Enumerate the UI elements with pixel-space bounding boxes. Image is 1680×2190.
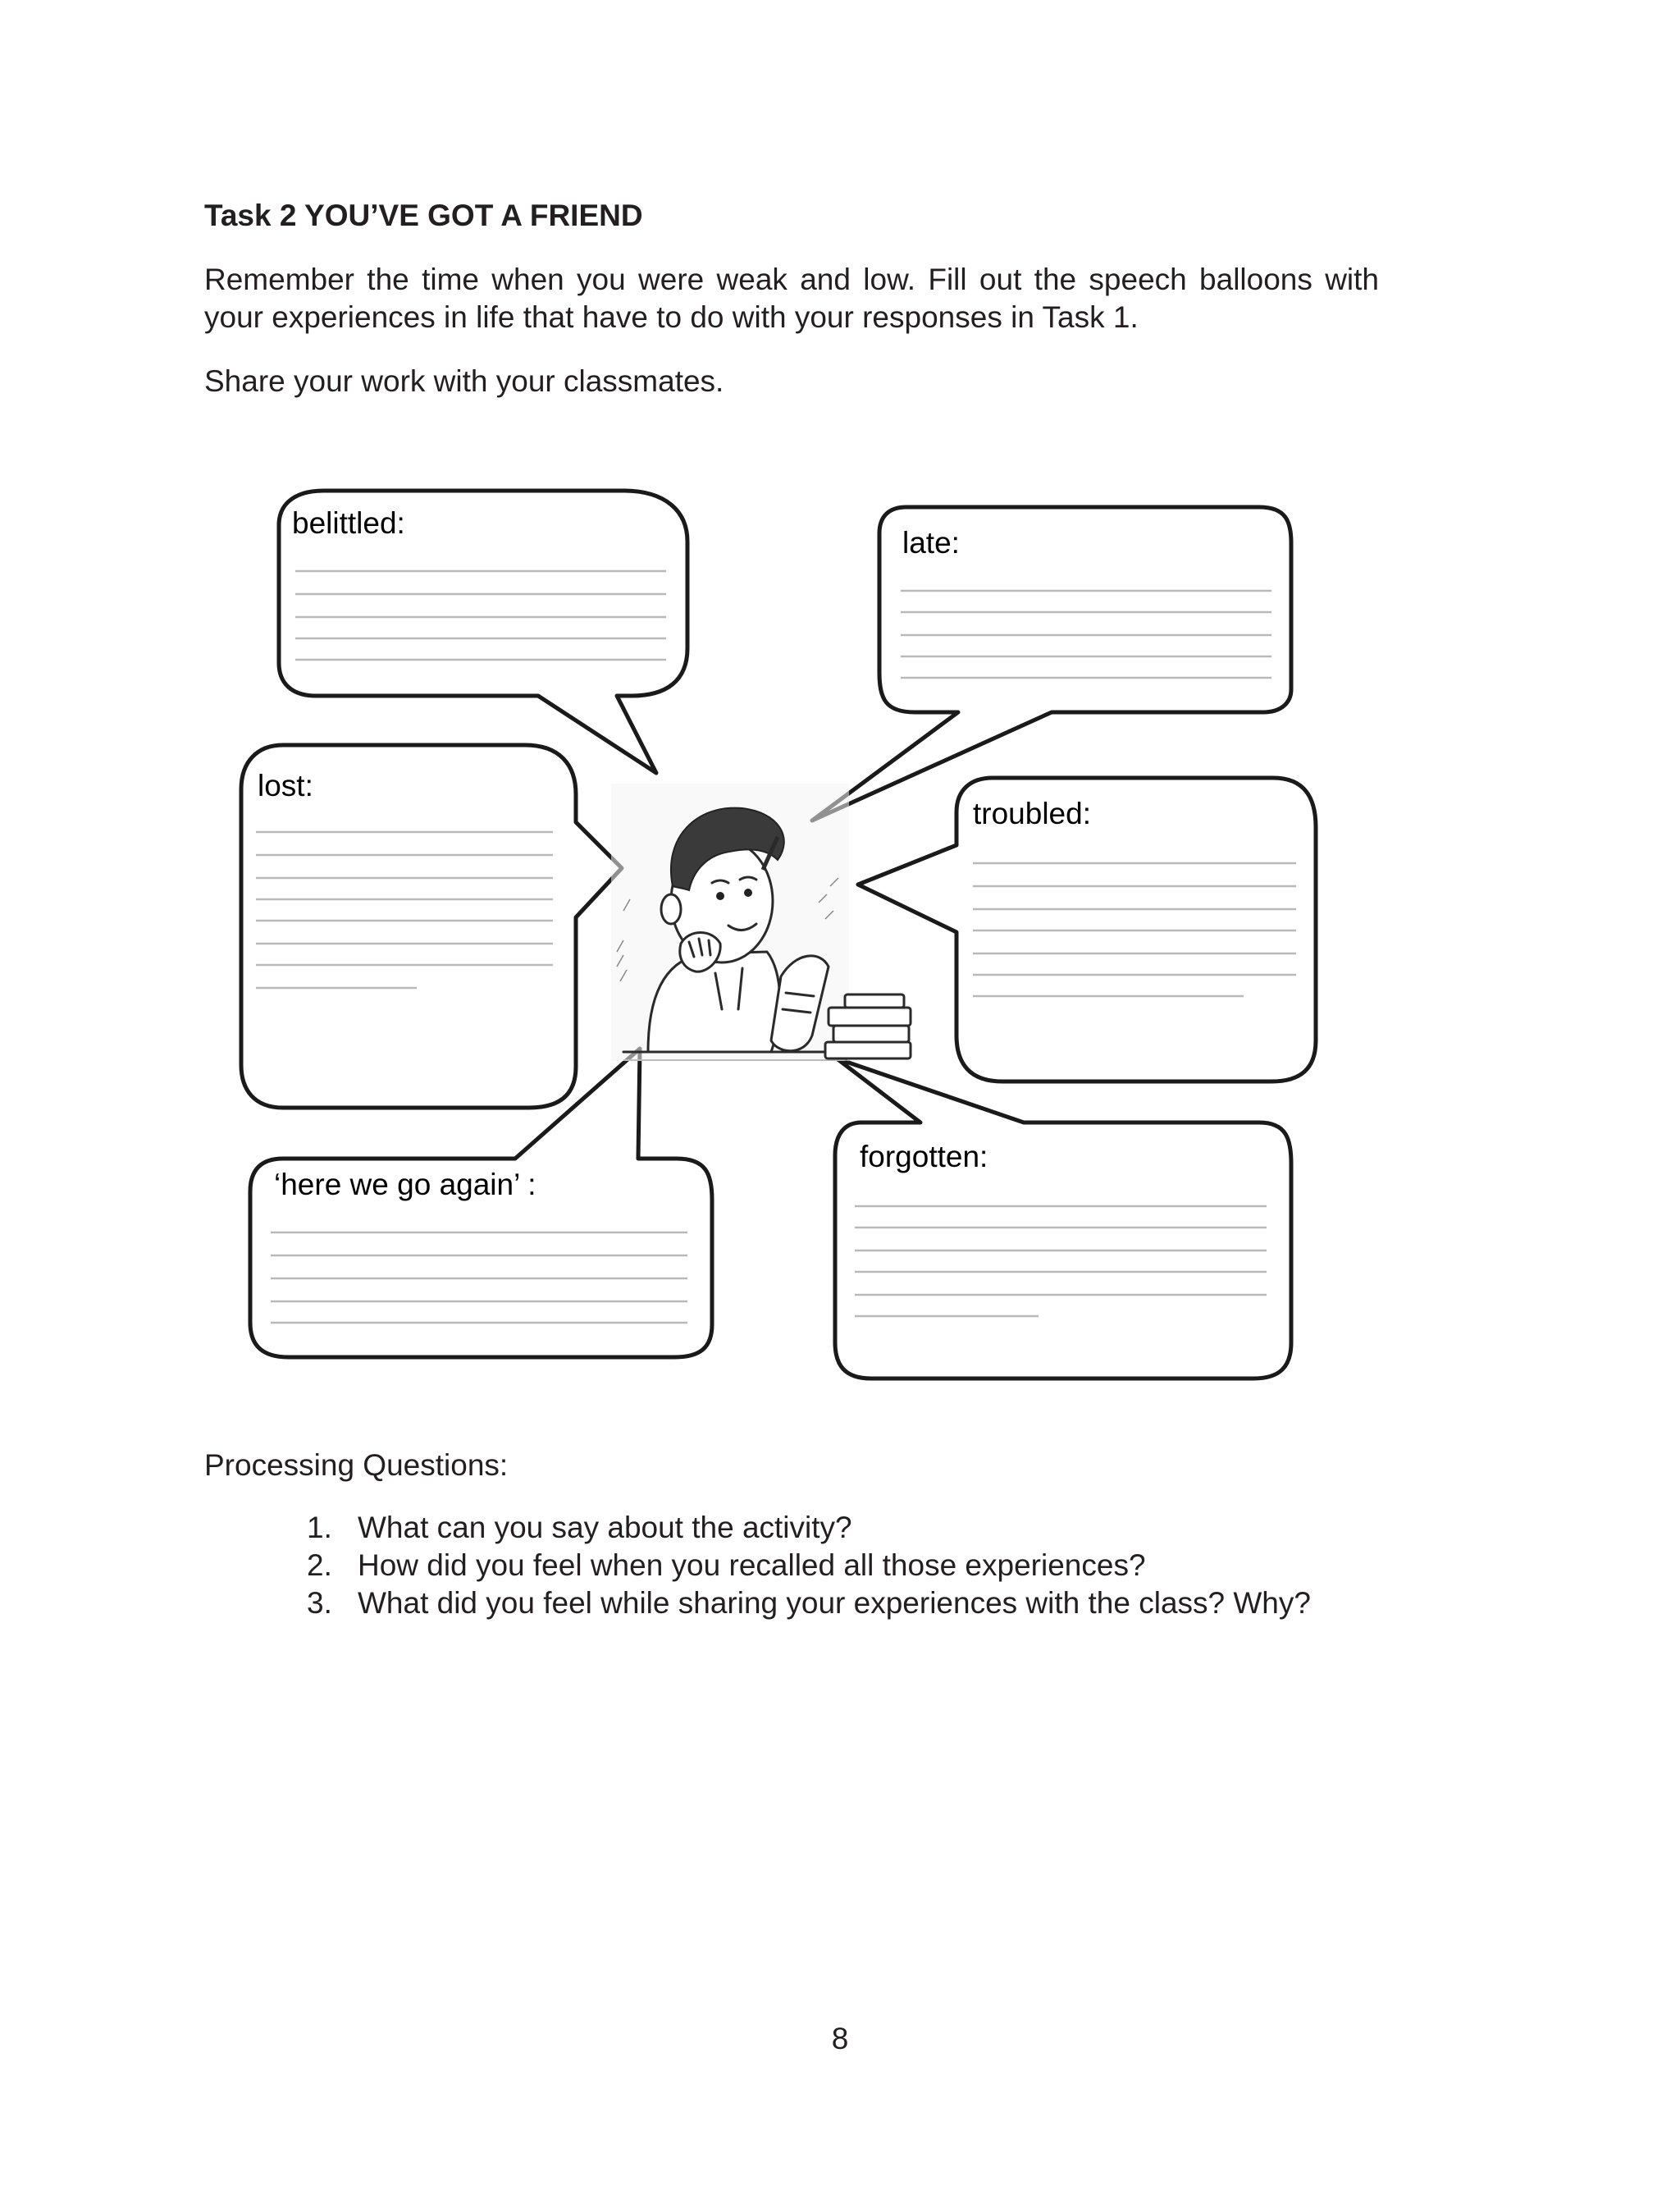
balloon-late bbox=[812, 507, 1291, 821]
processing-questions-list bbox=[204, 1509, 1311, 1622]
boy-writing-illustration bbox=[611, 784, 911, 1061]
balloon-here-we-go-again-label: ‘here we go again’ : bbox=[274, 1168, 536, 1201]
task-title: Task 2 YOU’VE GOT A FRIEND bbox=[204, 199, 643, 232]
question-number: 2. bbox=[307, 1548, 332, 1582]
balloon-belittled-label: belittled: bbox=[292, 506, 405, 540]
page-number: 8 bbox=[831, 2022, 849, 2055]
question-number: 3. bbox=[307, 1586, 332, 1620]
balloon-lost-label: lost: bbox=[258, 769, 313, 802]
question-text: What can you say about the activity? bbox=[358, 1511, 852, 1544]
balloon-forgotten bbox=[835, 1058, 1291, 1378]
share-instruction: Share your work with your classmates. bbox=[204, 364, 724, 398]
balloon-belittled bbox=[279, 491, 687, 773]
question-text: How did you feel when you recalled all those experiences? bbox=[358, 1548, 1146, 1582]
balloon-late-label: late: bbox=[902, 526, 960, 560]
question-number: 1. bbox=[307, 1511, 332, 1544]
question-item bbox=[204, 1584, 1311, 1622]
balloon-troubled-label: troubled: bbox=[973, 797, 1091, 830]
question-text: What did you feel while sharing your experiences with the class? Why? bbox=[358, 1586, 1311, 1620]
instructions-text: Remember the time when you were weak and low. Fill out the speech balloons with your experiences in life that have to do with your responses in Task 1. bbox=[204, 263, 1379, 334]
balloon-troubled bbox=[858, 778, 1316, 1081]
question-item bbox=[204, 1509, 1311, 1547]
processing-questions-heading: Processing Questions: bbox=[204, 1448, 509, 1482]
balloon-forgotten-label: forgotten: bbox=[860, 1140, 988, 1173]
balloon-lost bbox=[241, 745, 622, 1108]
question-item bbox=[204, 1547, 1311, 1584]
